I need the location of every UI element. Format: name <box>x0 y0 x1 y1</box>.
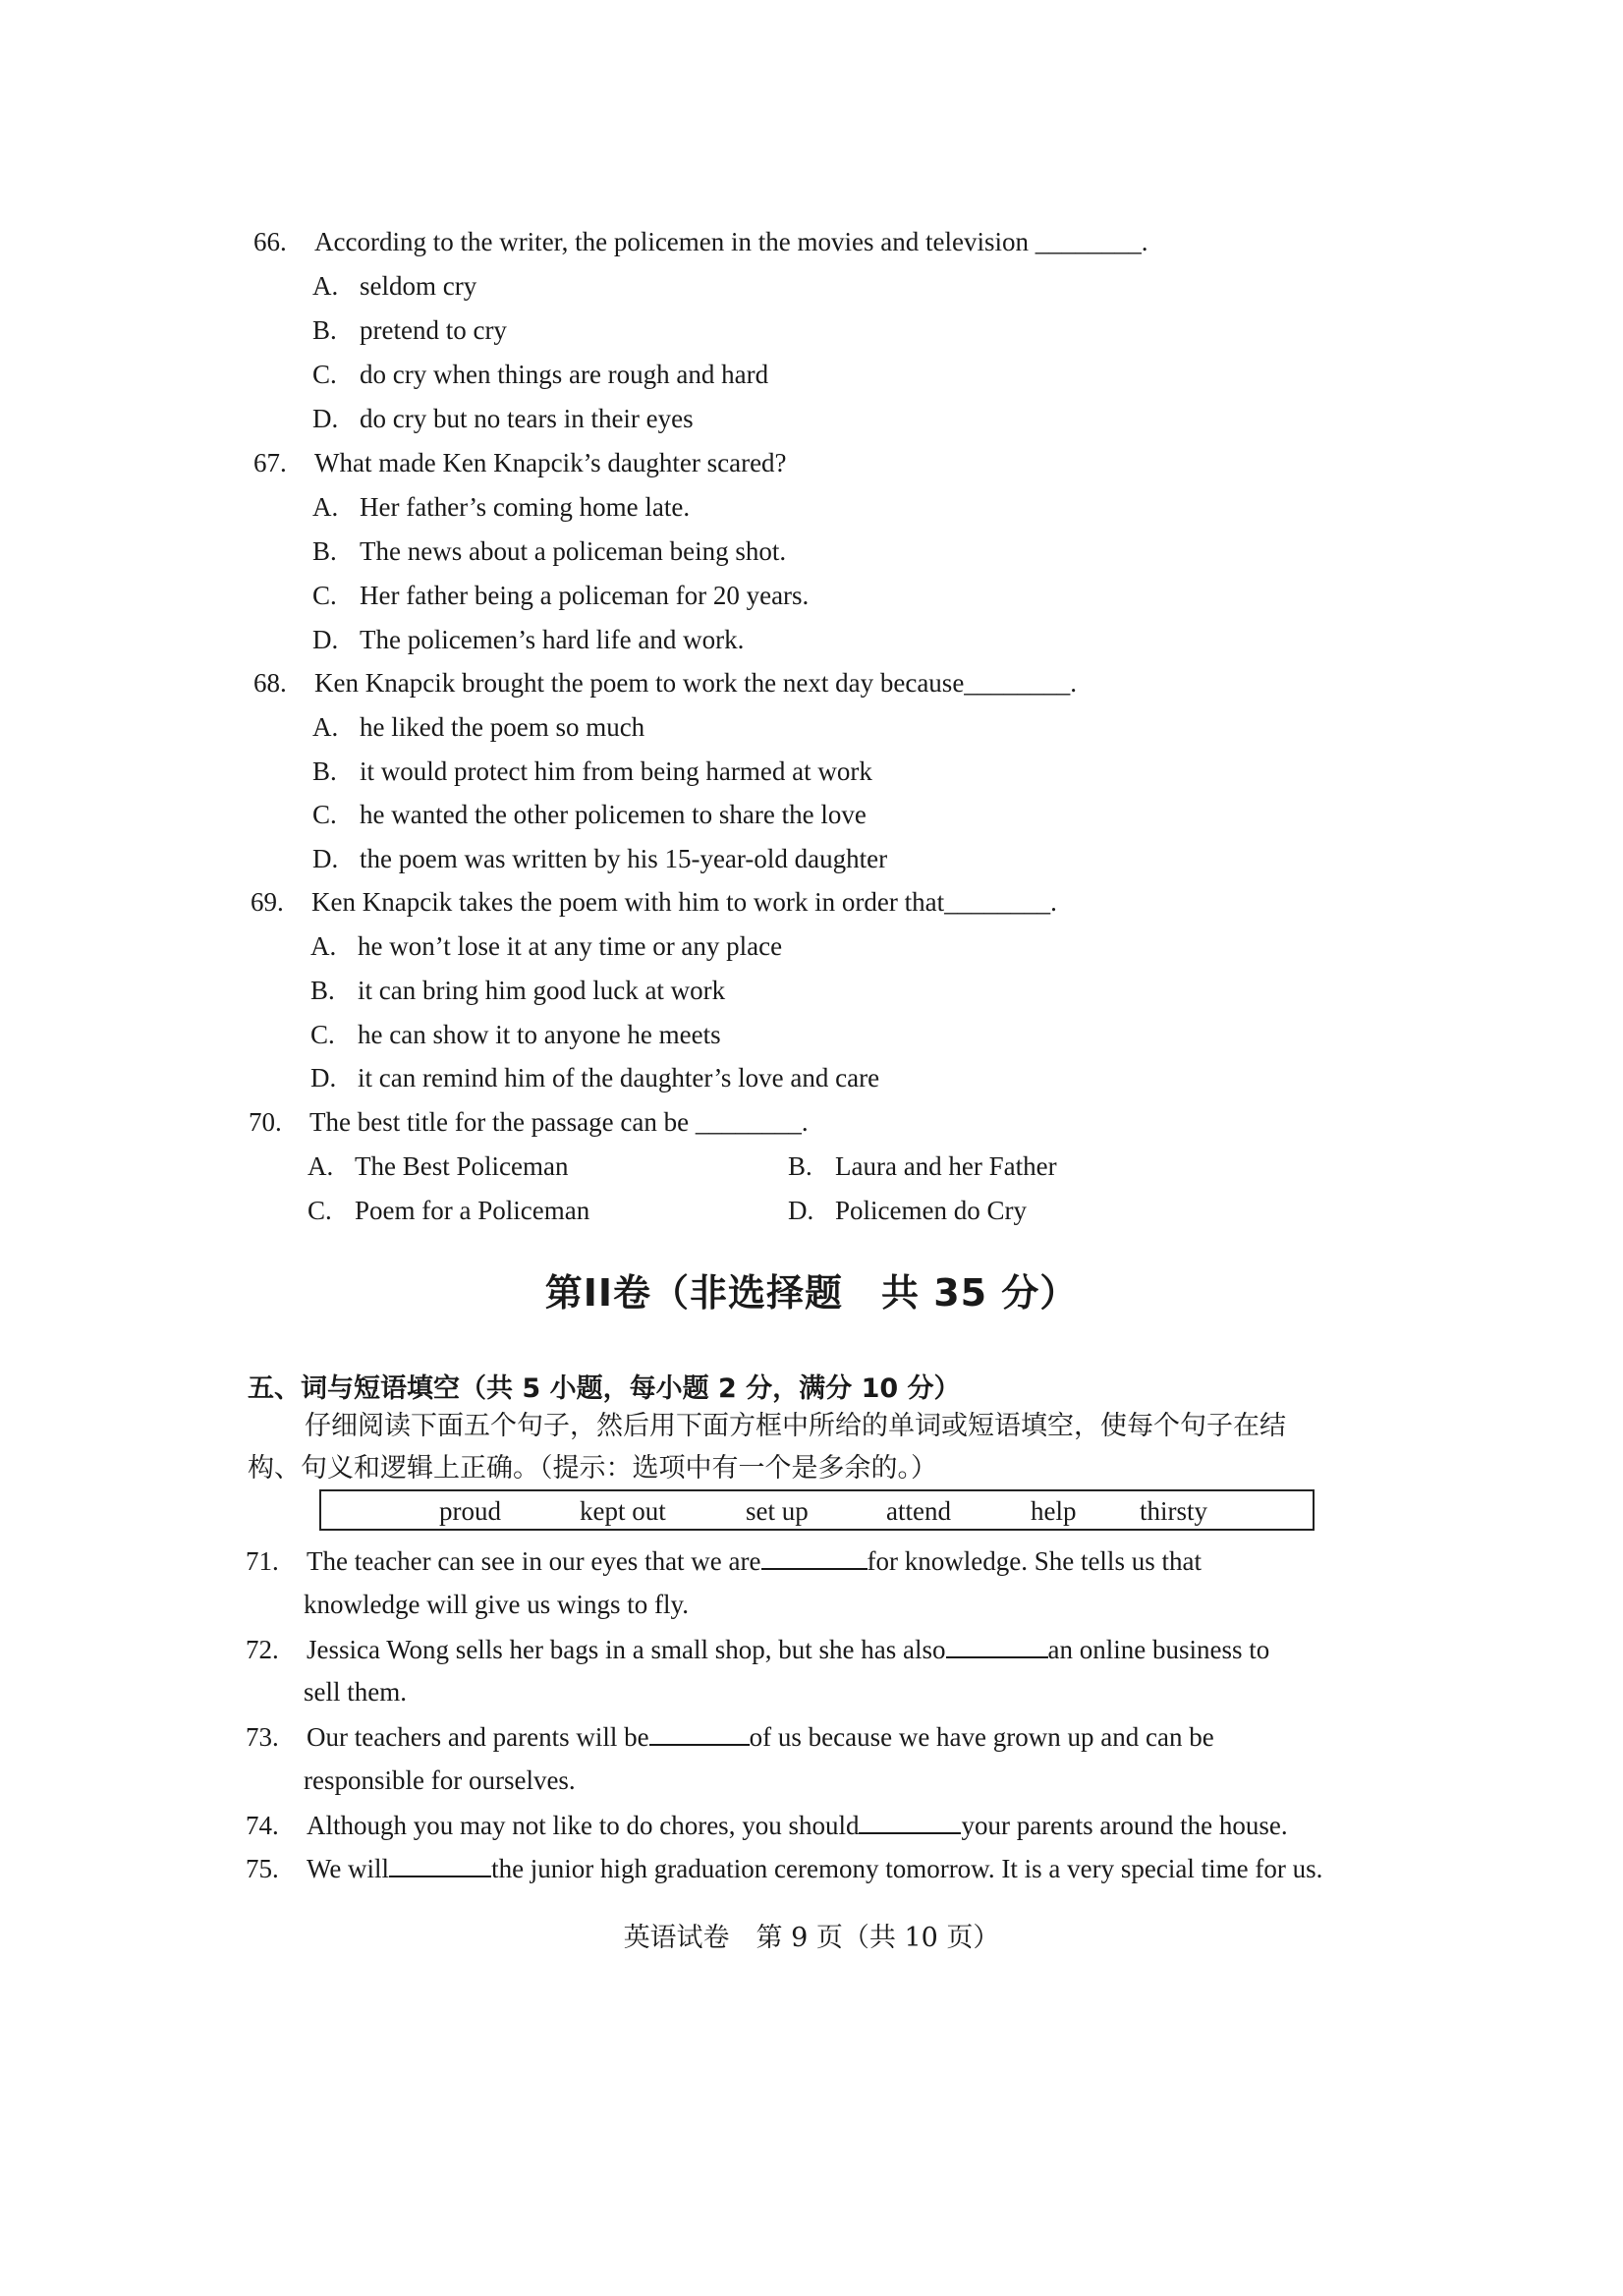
option-c <box>310 1017 721 1052</box>
option-letter: A. <box>312 492 339 522</box>
option-text: it would protect him from being harmed at work <box>360 756 872 786</box>
question-number: 70. <box>249 1107 282 1137</box>
option-text: he liked the poem so much <box>360 712 645 742</box>
option-letter: D. <box>312 625 339 654</box>
word-option: thirsty <box>1140 1496 1208 1526</box>
option-text: Poem for a Policeman <box>355 1196 590 1225</box>
instruction-line-1: 仔细阅读下面五个句子，然后用下面方框中所给的单词或短语填空，使每个句子在结 <box>305 1411 1286 1441</box>
question-number: 66. <box>253 227 287 256</box>
word-option: help <box>1031 1496 1077 1526</box>
option-letter: D. <box>310 1063 337 1092</box>
option-b <box>312 533 786 569</box>
question-67-stem <box>253 445 787 480</box>
item-number: 71. <box>246 1546 279 1576</box>
answer-blank <box>946 1631 1048 1658</box>
question-text: The best title for the passage can be ________. <box>309 1107 809 1137</box>
item-number: 75. <box>246 1854 279 1883</box>
item-text: for knowledge. She tells us that <box>867 1546 1202 1576</box>
option-text: Laura and her Father <box>835 1151 1057 1181</box>
answer-blank <box>761 1542 867 1570</box>
option-text: it can remind him of the daughter’s love and care <box>358 1063 880 1092</box>
option-d <box>312 841 887 876</box>
option-letter: B. <box>312 756 337 786</box>
option-letter: C. <box>308 1196 332 1225</box>
item-72 <box>246 1631 1269 1667</box>
item-number: 72. <box>246 1635 279 1664</box>
question-text: According to the writer, the policemen in the movies and television ________. <box>314 227 1148 256</box>
option-a <box>312 709 644 745</box>
question-number: 69. <box>251 887 284 917</box>
option-letter: C. <box>312 360 337 389</box>
item-number: 74. <box>246 1811 279 1840</box>
option-d <box>310 1060 879 1095</box>
item-73-continuation: responsible for ourselves. <box>304 1765 576 1795</box>
option-text: The policemen’s hard life and work. <box>360 625 745 654</box>
section-title: 五、词与短语填空（共 5 小题，每小题 2 分，满分 10 分） <box>248 1373 961 1404</box>
option-text: the poem was written by his 15-year-old daughter <box>360 844 888 873</box>
item-72-continuation: sell them. <box>304 1677 407 1707</box>
option-text: Policemen do Cry <box>835 1196 1027 1225</box>
option-text: do cry when things are rough and hard <box>360 360 769 389</box>
option-letter: B. <box>788 1151 812 1181</box>
word-option: attend <box>886 1496 951 1526</box>
option-letter: A. <box>312 271 339 301</box>
option-letter: C. <box>310 1020 335 1049</box>
item-number: 73. <box>246 1722 279 1752</box>
word-option: set up <box>746 1496 809 1526</box>
option-text: he wanted the other policemen to share the love <box>360 800 867 829</box>
option-letter: B. <box>312 536 337 566</box>
answer-blank <box>859 1807 961 1834</box>
item-text: your parents around the house. <box>961 1811 1288 1840</box>
option-text: he won’t lose it at any time or any place <box>358 931 783 961</box>
option-text: pretend to cry <box>360 315 507 345</box>
question-text: Ken Knapcik takes the poem with him to work in order that________. <box>311 887 1057 917</box>
answer-blank <box>389 1850 491 1877</box>
option-letter: C. <box>312 581 337 610</box>
option-b <box>312 312 507 348</box>
option-d <box>312 622 744 657</box>
question-text: Ken Knapcik brought the poem to work the next day because________. <box>314 668 1078 698</box>
item-74 <box>246 1807 1288 1843</box>
question-text: What made Ken Knapcik’s daughter scared? <box>314 448 787 477</box>
option-text: he can show it to anyone he meets <box>358 1020 721 1049</box>
option-letter: A. <box>312 712 339 742</box>
option-b <box>312 754 872 789</box>
word-bank-box <box>319 1489 1315 1531</box>
item-text: Our teachers and parents will be <box>307 1722 649 1752</box>
instruction-line-2: 构、句义和逻辑上正确。（提示：选项中有一个是多余的。） <box>248 1453 937 1484</box>
option-b <box>788 1148 1057 1184</box>
option-text: it can bring him good luck at work <box>358 976 726 1005</box>
option-a <box>308 1148 568 1184</box>
item-text: The teacher can see in our eyes that we are <box>307 1546 761 1576</box>
question-70-stem <box>249 1104 809 1140</box>
question-number: 67. <box>253 448 287 477</box>
option-text: The news about a policeman being shot. <box>360 536 787 566</box>
option-a <box>312 268 476 304</box>
question-number: 68. <box>253 668 287 698</box>
option-text: Her father being a policeman for 20 years. <box>360 581 810 610</box>
option-c <box>312 578 809 613</box>
item-71-continuation: knowledge will give us wings to fly. <box>304 1590 689 1619</box>
word-option: proud <box>439 1496 501 1526</box>
option-letter: C. <box>312 800 337 829</box>
option-d <box>788 1193 1027 1228</box>
option-letter: D. <box>788 1196 814 1225</box>
item-text: of us because we have grown up and can be <box>749 1722 1214 1752</box>
part2-heading: 第II卷（非选择题 共 35 分） <box>544 1271 1079 1315</box>
option-c <box>312 797 867 832</box>
item-71 <box>246 1542 1387 1579</box>
option-letter: A. <box>310 931 337 961</box>
question-69-stem <box>251 884 1057 920</box>
option-a <box>310 928 782 964</box>
question-66-stem <box>253 224 1147 259</box>
question-68-stem <box>253 665 1077 700</box>
option-letter: D. <box>312 404 339 433</box>
option-letter: B. <box>312 315 337 345</box>
word-option: kept out <box>580 1496 666 1526</box>
option-text: seldom cry <box>360 271 477 301</box>
option-letter: B. <box>310 976 335 1005</box>
item-text: Although you may not like to do chores, you should <box>307 1811 860 1840</box>
option-d <box>312 401 694 436</box>
option-c <box>312 357 768 392</box>
item-text: an online business to <box>1047 1635 1270 1664</box>
option-text: do cry but no tears in their eyes <box>360 404 694 433</box>
option-b <box>310 973 725 1008</box>
item-text: the junior high graduation ceremony tomorrow. It is a very special time for us. <box>491 1854 1323 1883</box>
option-letter: A. <box>308 1151 334 1181</box>
option-text: Her father’s coming home late. <box>360 492 691 522</box>
item-73 <box>246 1718 1214 1755</box>
page-footer: 英语试卷 第 9 页（共 10 页） <box>623 1923 1000 1953</box>
item-75 <box>246 1850 1322 1886</box>
option-letter: D. <box>312 844 339 873</box>
item-text: Jessica Wong sells her bags in a small shop, but she has also <box>307 1635 946 1664</box>
option-text: The Best Policeman <box>355 1151 569 1181</box>
answer-blank <box>649 1718 750 1746</box>
option-c <box>308 1193 589 1228</box>
item-text: We will <box>307 1854 390 1883</box>
option-a <box>312 489 690 525</box>
